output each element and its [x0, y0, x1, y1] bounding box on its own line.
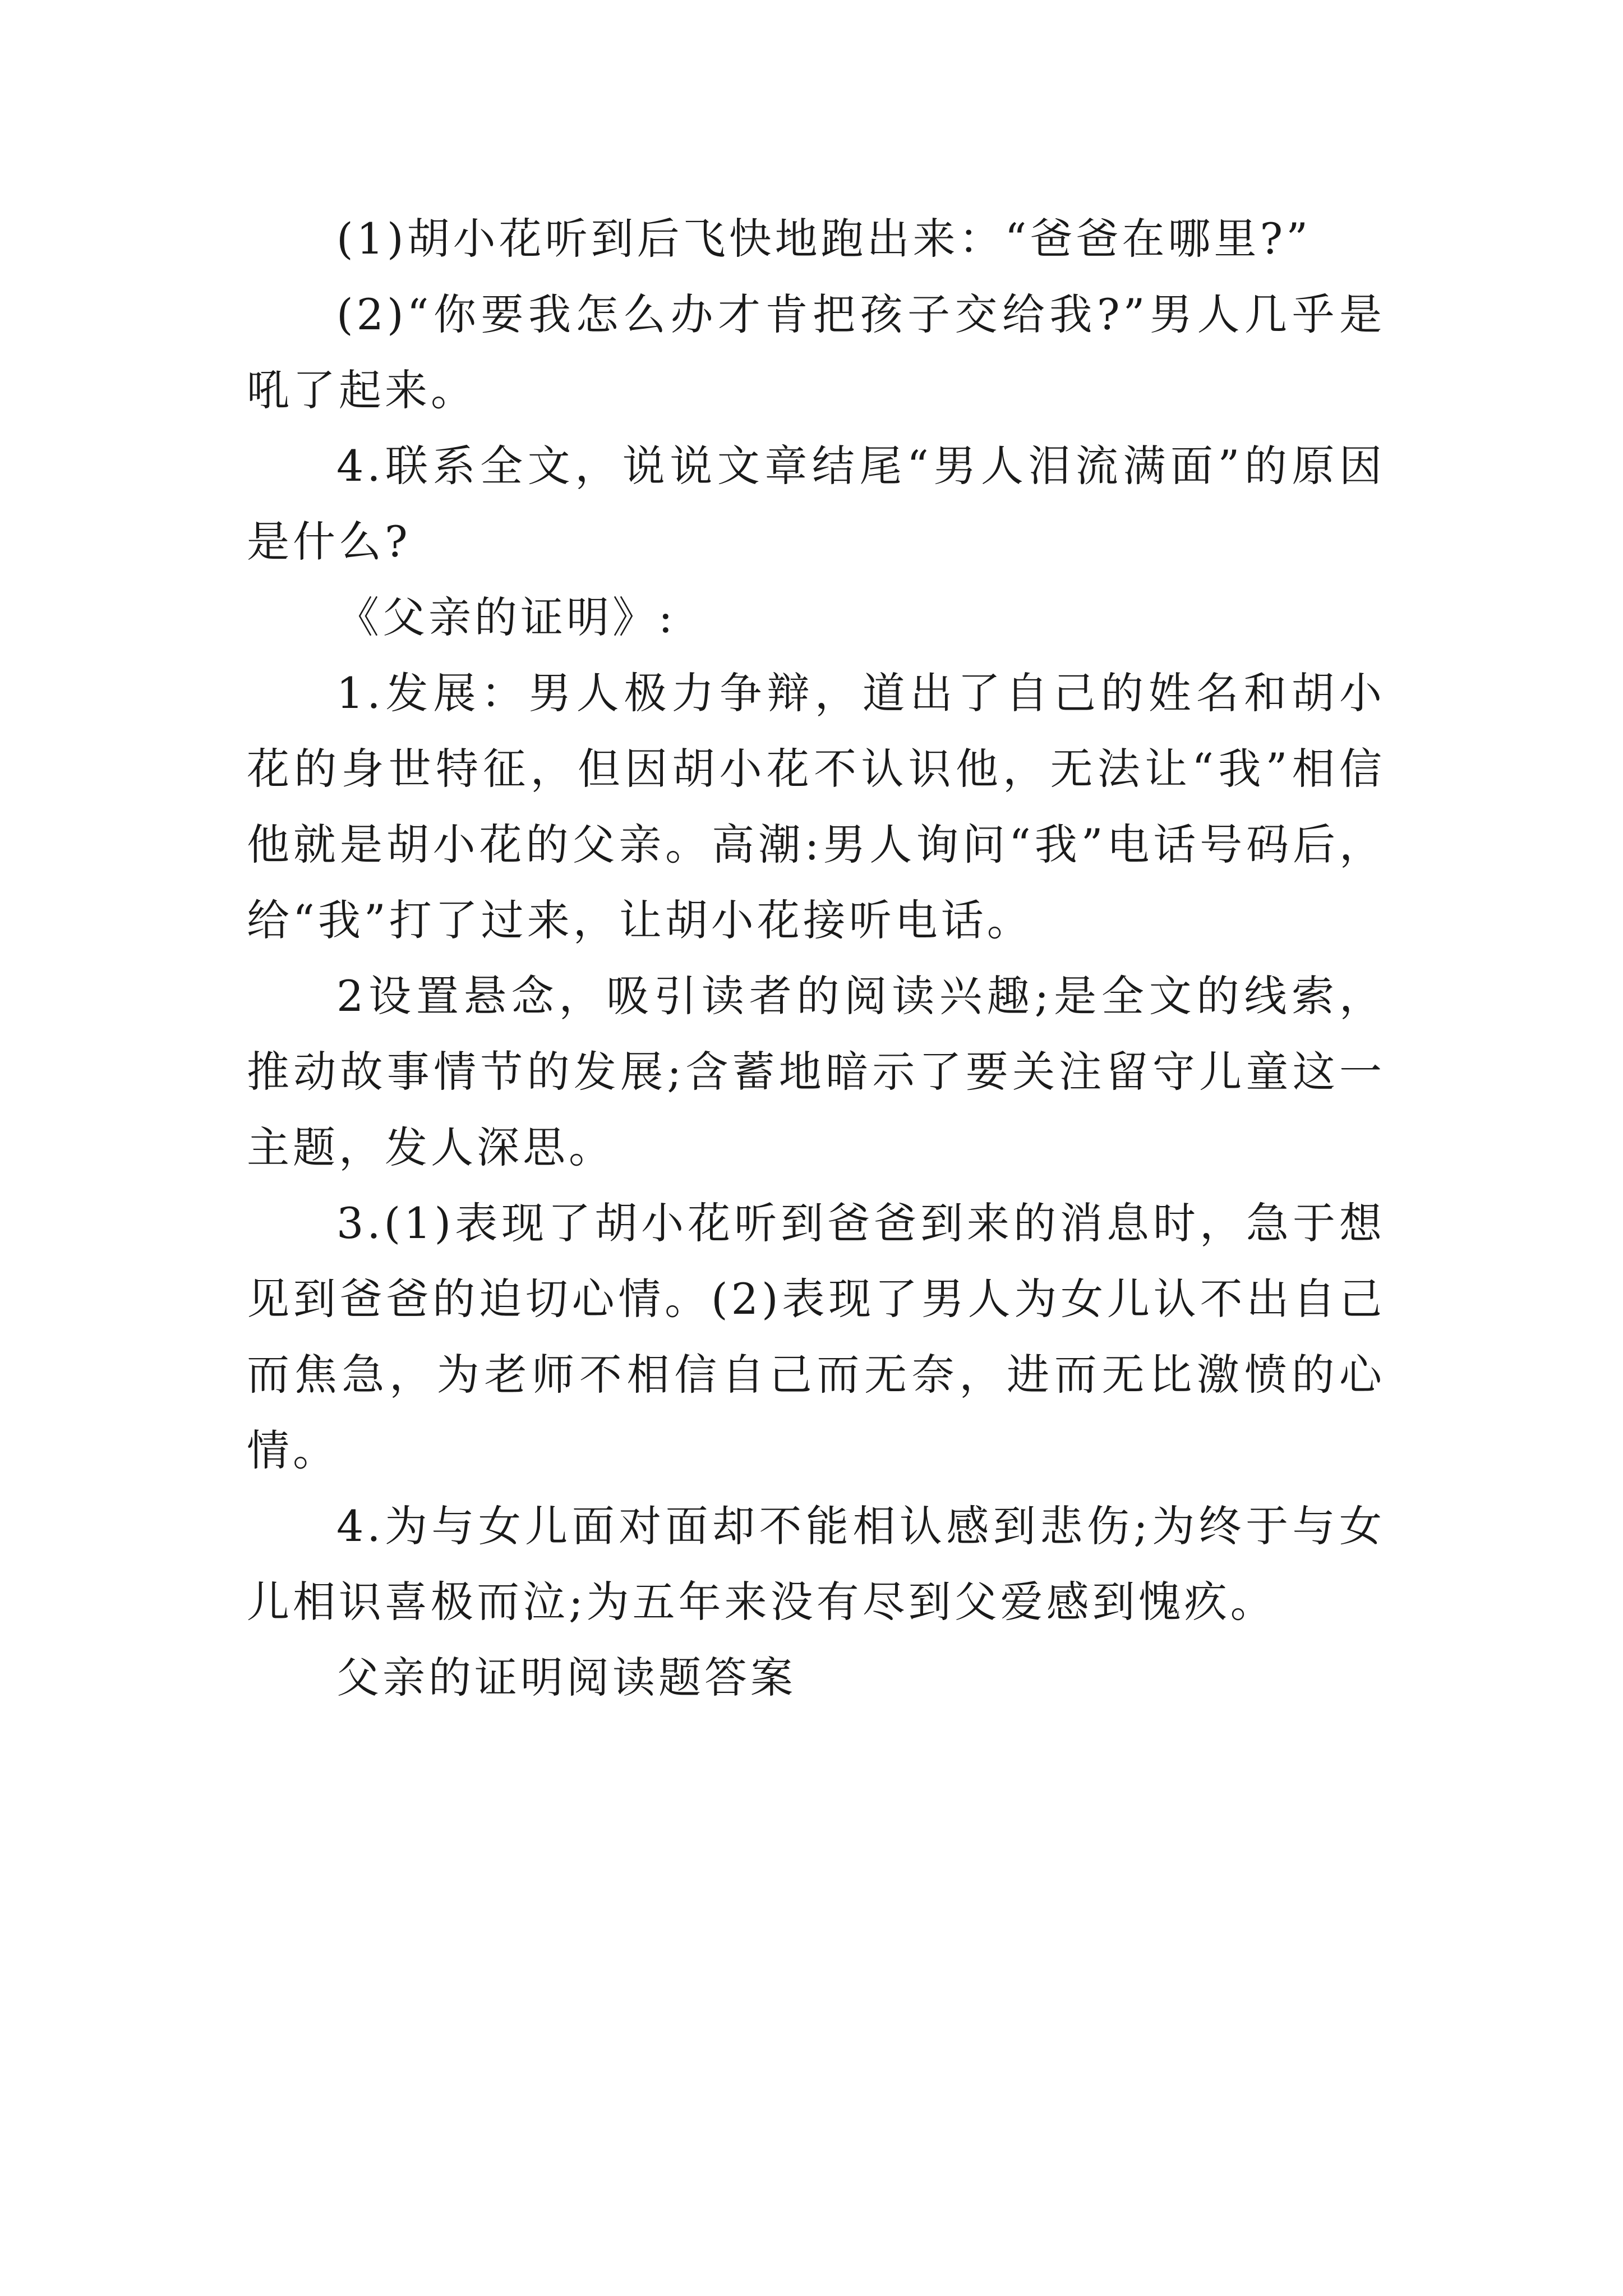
paragraph-question-3-1: (1)胡小花听到后飞快地跑出来：“爸爸在哪里?” [336, 214, 1312, 264]
paragraph-question-3-2: (2)“你要我怎么办才肯把孩子交给我?”男人几乎是吼了起来。 [247, 289, 1385, 415]
answer-section-heading: 《父亲的证明》: [336, 592, 676, 642]
paragraph-question-4: 4.联系全文，说说文章结尾“男人泪流满面”的原因是什么? [247, 441, 1385, 567]
answer-2: 2设置悬念，吸引读者的阅读兴趣;是全文的线索，推动故事情节的发展;含蓄地暗示了要关注留守儿童这一主题，发人深思。 [247, 971, 1385, 1172]
answer-4: 4.为与女儿面对面却不能相认感到悲伤;为终于与女儿相识喜极而泣;为五年来没有尽到父爱感到愧疚。 [247, 1501, 1385, 1627]
answer-1: 1.发展：男人极力争辩，道出了自己的姓名和胡小花的身世特征，但因胡小花不认识他，无法让“我”相信他就是胡小花的父亲。高潮:男人询问“我”电话号码后，给“我”打了过来，让胡小花接听电话。 [247, 668, 1385, 945]
answer-3: 3.(1)表现了胡小花听到爸爸到来的消息时，急于想见到爸爸的迫切心情。(2)表现了男人为女儿认不出自己而焦急，为老师不相信自己而无奈，进而无比激愤的心情。 [247, 1198, 1385, 1475]
document-body [247, 201, 1385, 1715]
closing-title: 父亲的证明阅读题答案 [336, 1653, 796, 1703]
